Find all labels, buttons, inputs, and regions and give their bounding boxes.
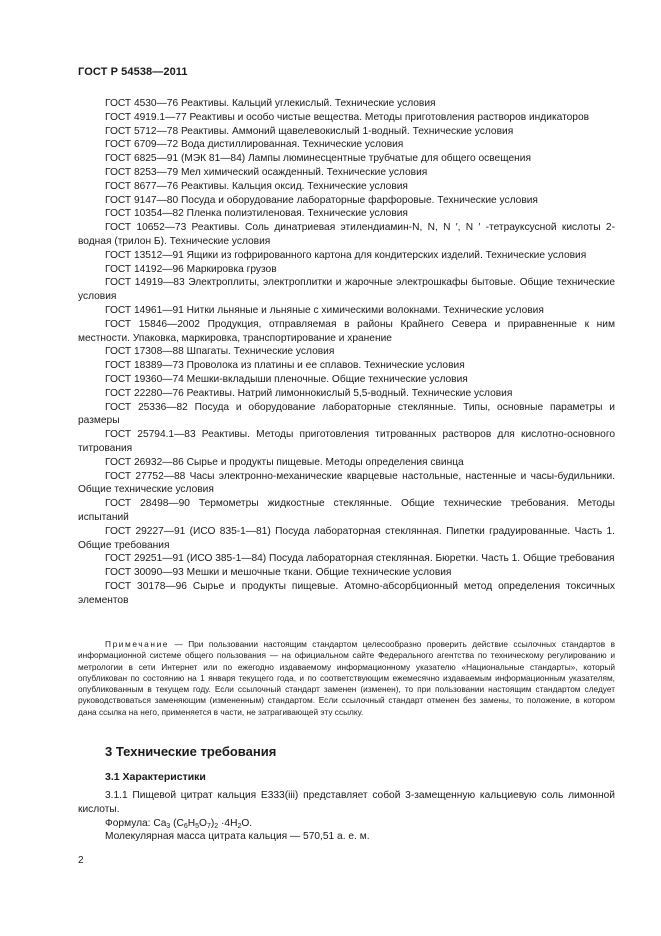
chemical-formula: Формула: $Ca_3$ $(C_6H_5O_7)_2 \cdot 4H_2O$.	[105, 817, 253, 830]
reference-item: ГОСТ 27752—88 Часы электронно-механические кварцевые настольные, настенные и часы-будильники. Общие технические условия	[78, 470, 615, 496]
subsection-heading	[105, 771, 206, 783]
document-id-header: ГОСТ Р 54538—2011	[78, 66, 188, 78]
reference-item: ГОСТ 19360—74 Мешки-вкладыши пленочные. Общие технические условия	[105, 373, 468, 385]
section-body	[78, 789, 615, 844]
reference-item: ГОСТ 13512—91 Ящики из гофрированного картона для кондитерских изделий. Технические условия	[105, 249, 587, 261]
note-block	[78, 639, 615, 718]
reference-item: ГОСТ 25336—82 Посуда и оборудование лабораторные стеклянные. Типы, основные параметры и размеры	[78, 401, 615, 427]
reference-item: ГОСТ 9147—80 Посуда и оборудование лабораторные фарфоровые. Технические условия	[105, 194, 538, 206]
reference-item: ГОСТ 30090—93 Мешки и мешочные ткани. Общие технические условия	[105, 567, 452, 579]
reference-item: ГОСТ 17308—88 Шпагаты. Технические условия	[105, 346, 335, 358]
reference-item: ГОСТ 25794.1—83 Реактивы. Методы приготовления титрованных растворов для кислотно-основного титрования	[78, 429, 615, 454]
reference-item: ГОСТ 14192—96 Маркировка грузов	[105, 263, 277, 275]
reference-item: ГОСТ 30178—96 Сырье и продукты пищевые. Атомно-абсорбционный метод определения токсичных элементов	[78, 580, 615, 606]
normative-references-list	[78, 97, 615, 607]
section-title: Технические требования	[115, 744, 277, 759]
reference-item: ГОСТ 4530—76 Реактивы. Кальций углекислый. Технические условия	[105, 98, 436, 109]
note-label: Примечание	[105, 639, 170, 649]
reference-item: ГОСТ 29227—91 (ИСО 835-1—81) Посуда лабораторная стеклянная. Пипетки градуированные. Часть 1. Общие требования	[78, 525, 615, 551]
reference-item: ГОСТ 4919.1—77 Реактивы и особо чистые вещества. Методы приготовления растворов индикаторов	[105, 111, 590, 123]
reference-item: ГОСТ 6709—72 Вода дистиллированная. Технические условия	[105, 139, 404, 151]
reference-item: ГОСТ 10354—82 Пленка полиэтиленовая. Технические условия	[105, 208, 408, 220]
reference-item: ГОСТ 10652—73 Реактивы. Соль динатриевая этилендиамин-N, N, N ′, N ′ -тетрауксусной кислоты 2-водная (трилон Б). Технические условия	[78, 222, 615, 247]
reference-item: ГОСТ 8253—79 Мел химический осажденный. Технические условия	[105, 166, 428, 178]
reference-item: ГОСТ 14961—91 Нитки льняные и льняные с химическими волокнами. Технические условия	[105, 304, 544, 316]
reference-item: ГОСТ 8677—76 Реактивы. Кальция оксид. Технические условия	[105, 180, 408, 192]
reference-item: ГОСТ 22280—76 Реактивы. Натрий лимоннокислый 5,5-водный. Технические условия	[105, 387, 513, 399]
reference-item: ГОСТ 18389—73 Проволока из платины и ее сплавов. Технические условия	[105, 360, 465, 372]
reference-item: ГОСТ 29251—91 (ИСО 385-1—84) Посуда лабораторная стеклянная. Бюретки. Часть 1. Общие требования	[105, 553, 615, 565]
reference-item: ГОСТ 28498—90 Термометры жидкостные стеклянные. Общие технические требования. Методы испытаний	[78, 498, 615, 523]
note-paragraph	[78, 639, 615, 718]
section-heading	[105, 744, 276, 759]
subsection-number: 3.1	[105, 771, 120, 783]
reference-item: ГОСТ 5712—78 Реактивы. Аммоний щавелевокислый 1-водный. Технические условия	[105, 125, 514, 137]
reference-item: ГОСТ 6825—91 (МЭК 81—84) Лампы люминесцентные трубчатые для общего освещения	[105, 153, 531, 165]
reference-item: ГОСТ 14919—83 Электроплиты, электроплитки и жарочные электрошкафы бытовые. Общие технические условия	[78, 277, 615, 303]
page-number: 2	[78, 855, 84, 866]
clause-3-1-1: 3.1.1 Пищевой цитрат кальция Е333(iii) представляет собой 3-замещенную кальциевую соль лимонной кислоты.	[78, 790, 615, 815]
reference-item: ГОСТ 15846—2002 Продукция, отправляемая в районы Крайнего Севера и приравненные к ним местности. Упаковка, маркировка, транспортирование и хранение	[78, 318, 615, 344]
reference-item: ГОСТ 26932—86 Сырье и продукты пищевые. Методы определения свинца	[105, 456, 464, 468]
subsection-title: Характеристики	[122, 771, 206, 783]
note-text: — При пользовании настоящим стандартом целесообразно проверить действие ссылочных стандартов в информационной системе общего пользования — на официальном сайте Федерального агентства по техническому регулированию и метрологии в сети Интернет или по ежегодно издаваемому информационному указателю «Национальные стандарты», который опубликован по состоянию на 1 января текущего года, и по соответствующим ежемесячно издаваемым информационным указателям, опубликованным в текущем году. Если ссылочный стандарт заменен (изменен), то при пользовании настоящим стандартом следует руководствоваться заменяющим (измененным) стандартом. Если ссылочный стандарт отменен без замены, то положение, в котором дана ссылка на него, применяется в части, не затрагивающей эту ссылку.	[78, 639, 615, 717]
section-number: 3	[105, 744, 113, 759]
molar-mass: Молекулярная масса цитрата кальция — 570,51 а. е. м.	[105, 831, 370, 843]
